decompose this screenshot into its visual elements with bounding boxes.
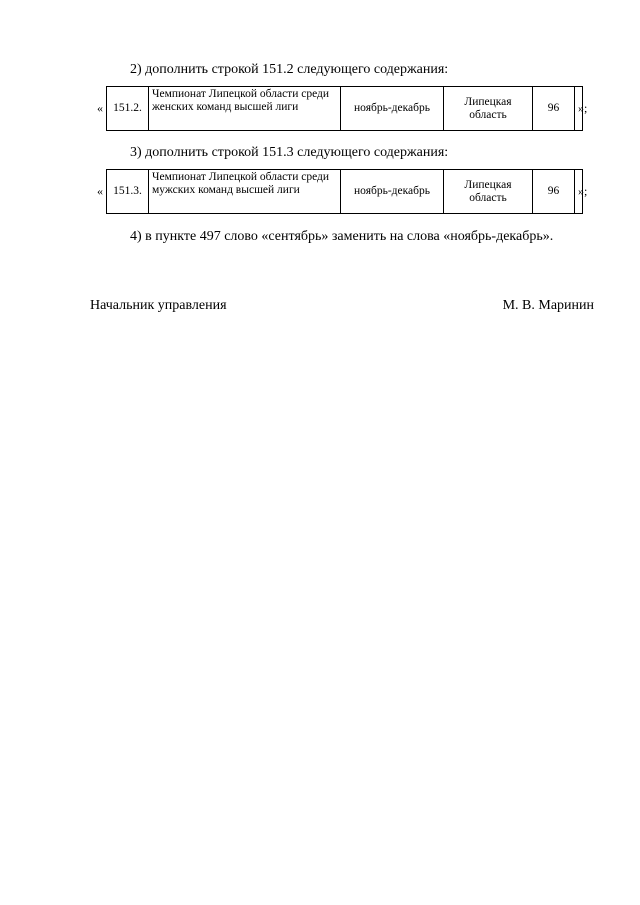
event-name: Чемпионат Липецкой области среди женских команд высшей лиги bbox=[149, 87, 341, 131]
row-number: 151.3. bbox=[107, 170, 149, 214]
open-quote: « bbox=[97, 184, 103, 198]
signature-position: Начальник управления bbox=[90, 298, 227, 313]
close-quote: »; bbox=[578, 184, 588, 198]
signature-name: М. В. Маринин bbox=[502, 298, 594, 313]
item-3-intro: 3) дополнить строкой 151.3 следующего содержания: bbox=[130, 145, 449, 160]
event-place: Липецкая область bbox=[444, 170, 533, 214]
row-number: 151.2. bbox=[107, 87, 149, 131]
event-dates: ноябрь-декабрь bbox=[341, 87, 444, 131]
close-quote: »; bbox=[578, 101, 588, 115]
event-dates: ноябрь-декабрь bbox=[341, 170, 444, 214]
table-row bbox=[107, 170, 583, 214]
item-4-text: 4) в пункте 497 слово «сентябрь» заменить на слова «ноябрь-декабрь». bbox=[130, 229, 554, 244]
event-name: Чемпионат Липецкой области среди мужских команд высшей лиги bbox=[149, 170, 341, 214]
open-quote: « bbox=[97, 101, 103, 115]
participants-count: 96 bbox=[533, 87, 575, 131]
event-place: Липецкая область bbox=[444, 87, 533, 131]
item-2-intro: 2) дополнить строкой 151.2 следующего содержания: bbox=[130, 62, 449, 77]
insert-table-151-2 bbox=[106, 86, 583, 131]
table-row bbox=[107, 87, 583, 131]
insert-table-151-3 bbox=[106, 169, 583, 214]
participants-count: 96 bbox=[533, 170, 575, 214]
